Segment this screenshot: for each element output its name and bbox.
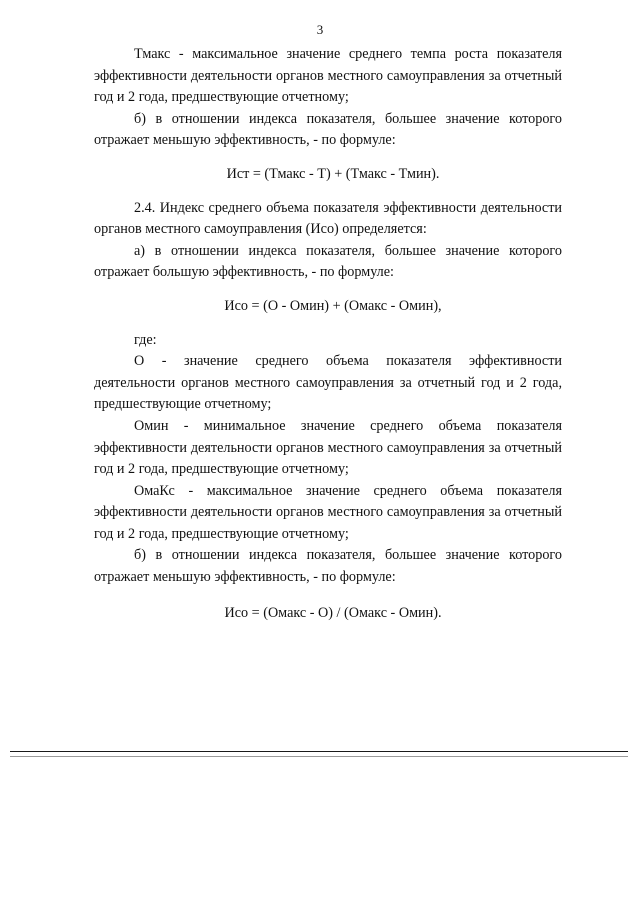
paragraph-tmaks-definition: Тмакс - максимальное значение среднего темпа роста показателя эффективности деятельности органов местного самоуправления за отчетный год и 2 года, предшествующие отчетному; <box>94 46 562 106</box>
paragraph-b-lower-better-iso: б) в отношении индекса показателя, большее значение которого отражает меньшую эффективность, - по формуле: <box>94 547 562 586</box>
paragraph-omaks-definition: ОмаКс - максимальное значение среднего объема показателя эффективности деятельности органов местного самоуправления за отчетный год и 2 года, предшествующие отчетному; <box>94 482 562 542</box>
paragraph-2-4-iso-definition: 2.4. Индекс среднего объема показателя эффективности деятельности органов местного самоуправления (Исо) определяется: <box>94 199 562 238</box>
page-divider-line-shadow <box>10 756 628 757</box>
formula-iso-a: Исо = (О - Омин) + (Омакс - Омин), <box>224 297 442 314</box>
document-body <box>94 44 562 624</box>
paragraph-where: где: <box>134 331 157 348</box>
formula-iso-b: Исо = (Омакс - О) / (Омакс - Омин). <box>224 604 442 621</box>
formula-ist: Ист = (Тмакс - Т) + (Тмакс - Тмин). <box>226 165 440 182</box>
page-divider-line <box>10 751 628 752</box>
paragraph-b-lower-better-ist: б) в отношении индекса показателя, большее значение которого отражает меньшую эффективность, - по формуле: <box>94 110 562 149</box>
paragraph-omin-definition: Омин - минимальное значение среднего объема показателя эффективности деятельности органов местного самоуправления за отчетный год и 2 года, предшествующие отчетному; <box>94 417 562 478</box>
paragraph-o-definition: О - значение среднего объема показателя эффективности деятельности органов местного самоуправления за отчетный год и 2 года, предшествующие отчетному; <box>94 353 562 413</box>
paragraph-a-higher-better-iso: а) в отношении индекса показателя, большее значение которого отражает большую эффективность, - по формуле: <box>94 242 562 281</box>
page-number: 3 <box>316 22 324 37</box>
